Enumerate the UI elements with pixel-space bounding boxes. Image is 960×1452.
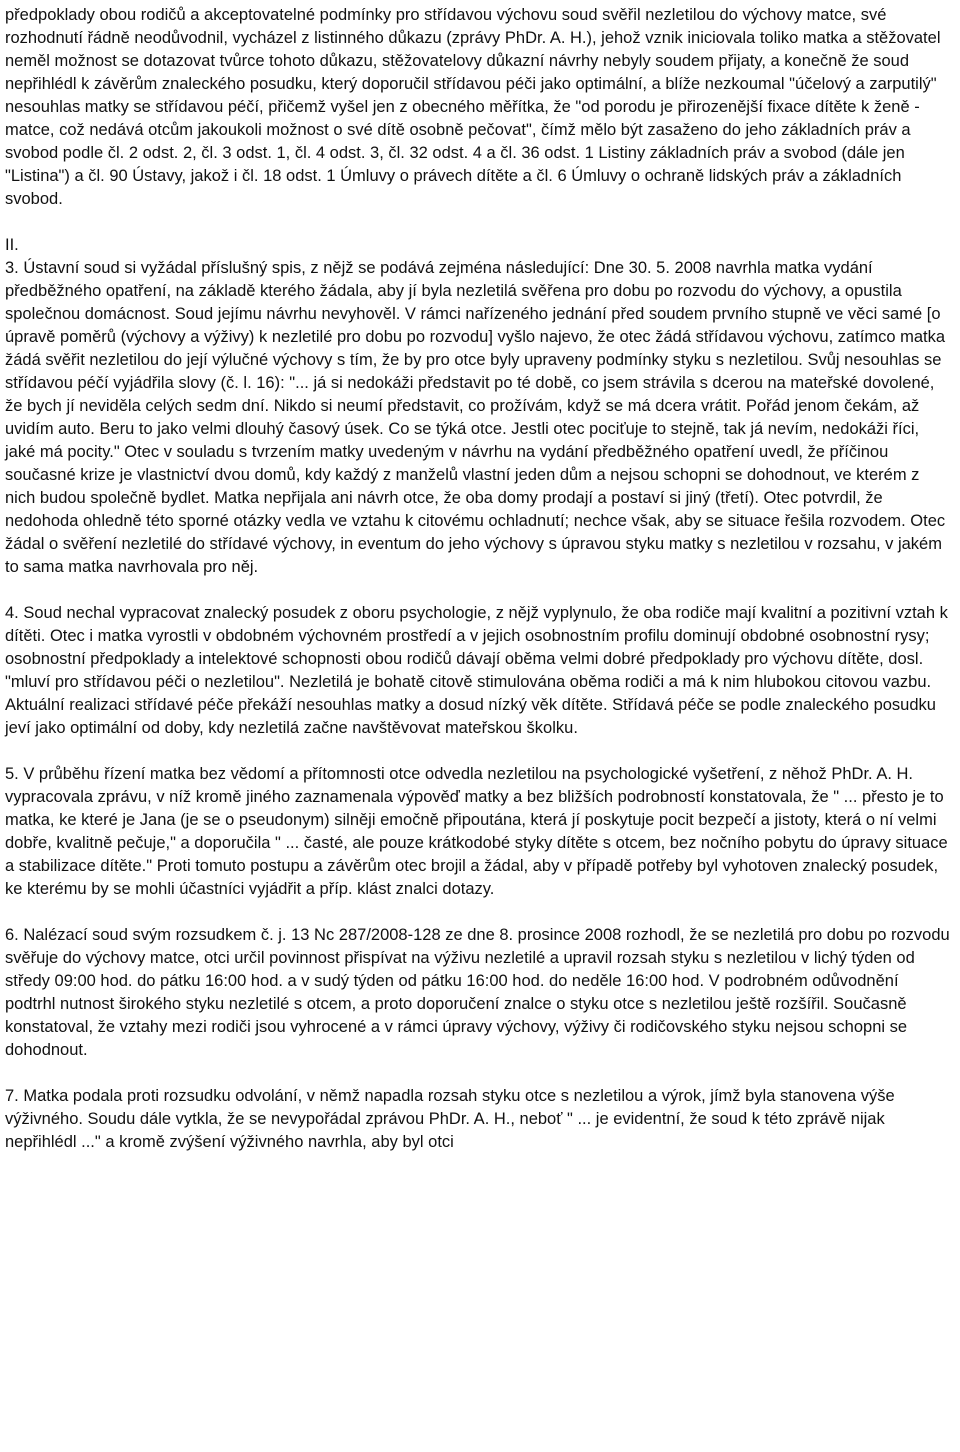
paragraph-6: 6. Nalézací soud svým rozsudkem č. j. 13 Nc 287/2008-128 ze dne 8. prosince 2008 rozhodl, že se nezletilá pro dobu po rozvodu svěřuje do výchovy matce, otci určil povinnost přispívat na výživu nezletilé a upravil rozsah styku s nezletilou v lichý týden od středy 09:00 hod. do pátku 16:00 hod. a v sudý týden od pátku 16:00 hod. do neděle 16:00 hod. V podrobném odůvodnění podtrhl nutnost širokého styku nezletilé s otcem, a proto doporučení znalce o styku otce s nezletilou ještě rozšířil. Současně konstatoval, že vztahy mezi rodiči jsou vyhrocené a v rámci úpravy výchovy, výživy či rodičovského styku nejsou schopni se dohodnout.	[5, 926, 950, 1059]
section-heading: II.	[5, 236, 19, 254]
paragraph-5: 5. V průběhu řízení matka bez vědomí a přítomnosti otce odvedla nezletilou na psychologické vyšetření, z něhož PhDr. A. H. vypracovala zprávu, v níž kromě jiného zaznamenala výpověď matky a bez bližších podrobností konstatovala, že " ... přesto je to matka, ke které je Jana (je se o pseudonym) silněji emočně připoutána, která jí poskytuje pocit bezpečí a jistoty, která o ní velmi dobře, kvalitně pečuje," a doporučila " ... časté, ale pouze krátkodobé styky dítěte s otcem, bez nočního pobytu do úpravy situace a stabilizace dítěte." Proti tomuto postupu a závěrům otec brojil a žádal, aby v případě potřeby byl vyhotoven znalecký posudek, ke kterému by se mohli účastníci vyjádřit a příp. klást znalci dotazy.	[5, 765, 948, 898]
paragraph-spacer	[5, 579, 953, 602]
paragraph-spacer	[5, 1062, 953, 1085]
paragraph-spacer	[5, 740, 953, 763]
paragraph-spacer	[5, 211, 953, 234]
paragraph-intro: předpoklady obou rodičů a akceptovatelné podmínky pro střídavou výchovu soud svěřil nezletilou do výchovy matce, své rozhodnutí řádně neodůvodnil, vycházel z listinného důkazu (zprávy PhDr. A. H.), jehož vznik iniciovala toliko matka a stěžovatel neměl možnost se dotazovat tvůrce tohoto důkazu, stěžovatelovy důkazní návrhy nebyly soudem přijaty, a konečně že soud nepřihlédl k závěrům znaleckého posudku, který doporučil střídavou péči jako optimální, a blíže nezkoumal "účelový a zarputilý" nesouhlas matky se střídavou péčí, přičemž vyšel jen z obecného měřítka, že "od porodu je přirozenější fixace dítěte k ženě - matce, což nedává otcům jakoukoli možnost o své dítě osobně pečovat", čímž mělo být zasaženo do jeho základních práv a svobod podle čl. 2 odst. 2, čl. 3 odst. 1, čl. 4 odst. 3, čl. 32 odst. 4 a čl. 36 odst. 1 Listiny základních práv a svobod (dále jen "Listina") a čl. 90 Ústavy, jakož i čl. 18 odst. 1 Úmluvy o právech dítěte a čl. 6 Úmluvy o ochraně lidských práv a základních svobod.	[5, 6, 941, 208]
paragraph-spacer	[5, 901, 953, 924]
paragraph-7: 7. Matka podala proti rozsudku odvolání, v němž napadla rozsah styku otce s nezletilou a výrok, jímž byla stanovena výše výživného. Soudu dále vytkla, že se nevypořádal zprávou PhDr. A. H., neboť " ... je evidentní, že soud k této zprávě nijak nepřihlédl ..." a kromě zvýšení výživného navrhla, aby byl otci	[5, 1087, 895, 1151]
document-body	[5, 4, 953, 1154]
paragraph-3: 3. Ústavní soud si vyžádal příslušný spis, z nějž se podává zejména následující: Dne 30. 5. 2008 navrhla matka vydání předběžného opatření, na základě kterého žádala, aby jí byla nezletilá svěřena pro dobu po rozvodu do výchovy, a opustila společnou domácnost. Soud jejímu návrhu nevyhověl. V rámci nařízeného jednání před soudem prvního stupně ve věci samé [o úpravě poměrů (výchovy a výživy) k nezletilé pro dobu po rozvodu] vyšlo najevo, že otec žádá střídavou výchovu, zatímco matka žádá svěřit nezletilou do její výlučné výchovy s tím, že by pro otce byly upraveny podmínky styku s nezletilou. Svůj nesouhlas se střídavou péčí vyjádřila slovy (č. l. 16): "... já si nedokáži představit po té době, co jsem strávila s dcerou na mateřské dovolené, že bych jí neviděla celých sedm dní. Nikdo si neumí představit, co prožívám, když se má dcera vrátit. Pořád jenom čekám, až uvidím auto. Beru to jako velmi dlouhý časový úsek. Co se týká otce. Jestli otec pociťuje to stejně, tak já nevím, nedokáži říci, jaké má pocity." Otec v souladu s tvrzením matky uvedeným v návrhu na vydání předběžného opatření uvedl, že příčinou současné krize je vlastnictví dvou domů, kdy každý z manželů vlastní jeden dům a nejsou schopni se dohodnout, ve kterém z nich budou společně bydlet. Matka nepřijala ani návrh otce, že oba domy prodají a postaví si jiný (třetí). Otec potvrdil, že nedohoda ohledně této sporné otázky vedla ve vztahu k citovému ochladnutí; nechce však, aby se situace řešila rozvodem. Otec žádal o svěření nezletilé do střídavé výchovy, in eventum do jeho výchovy s úpravou styku matky s nezletilou v rozsahu, v jakém to sama matka navrhovala pro něj.	[5, 259, 946, 576]
paragraph-4: 4. Soud nechal vypracovat znalecký posudek z oboru psychologie, z nějž vyplynulo, že oba rodiče mají kvalitní a pozitivní vztah k dítěti. Otec i matka vyrostli v obdobném výchovném prostředí a v jejich osobnostním profilu dominují obdobné osobnostní rysy; osobnostní předpoklady a intelektové schopnosti obou rodičů dávají oběma velmi dobré předpoklady pro výchovu dítěte, dosl. "mluví pro střídavou péči o nezletilou". Nezletilá je bohatě citově stimulována oběma rodiči a má k nim hlubokou citovou vazbu. Aktuální realizaci střídavé péče překáží nesouhlas matky a dosud nízký věk dítěte. Střídavá péče se podle znaleckého posudku jeví jako optimální od doby, kdy nezletilá začne navštěvovat mateřskou školku.	[5, 604, 948, 737]
